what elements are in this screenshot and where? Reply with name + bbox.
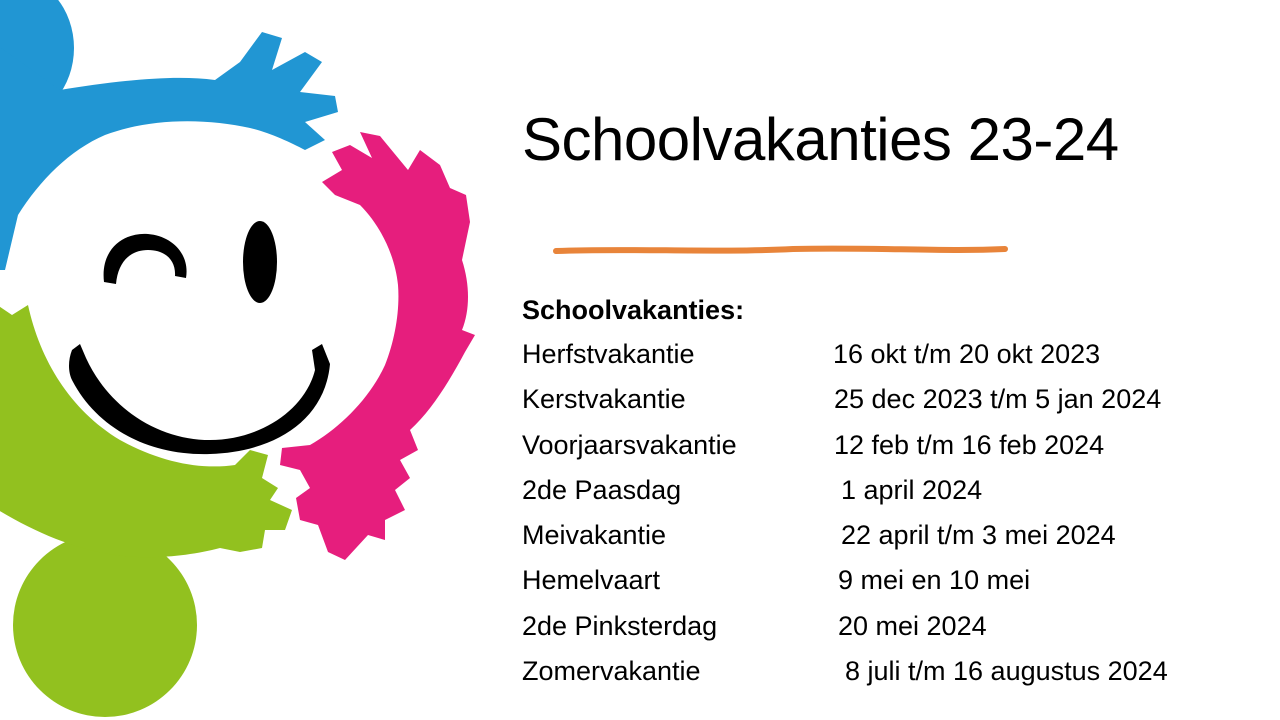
list-item <box>522 475 1262 520</box>
list-item <box>522 565 1262 610</box>
list-item <box>522 339 1262 384</box>
section-heading: Schoolvakanties: <box>522 295 745 325</box>
blue-figure-icon <box>0 0 338 270</box>
accent-divider <box>553 243 1008 257</box>
list-item <box>522 430 1262 475</box>
smiley-face-icon <box>69 221 330 454</box>
slide-title: Schoolvakanties 23-24 <box>522 106 1119 173</box>
vacation-name: 2de Paasdag <box>522 474 682 505</box>
vacation-dates: 25 dec 2023 t/m 5 jan 2024 <box>834 384 1162 415</box>
winking-smiley-logo-icon <box>0 0 500 720</box>
green-figure-icon <box>0 300 292 717</box>
vacation-name: Herfstvakantie <box>522 339 695 369</box>
vacation-list <box>522 339 1262 701</box>
vacation-dates: 1 april 2024 <box>841 474 983 505</box>
vacation-name: 2de Pinksterdag <box>522 610 718 641</box>
list-item <box>522 656 1262 701</box>
list-item <box>522 384 1262 429</box>
list-item <box>522 520 1262 565</box>
vacation-name: Zomervakantie <box>522 656 701 687</box>
vacation-dates: 22 april t/m 3 mei 2024 <box>841 520 1116 551</box>
vacation-name: Kerstvakantie <box>522 384 686 415</box>
vacation-dates: 12 feb t/m 16 feb 2024 <box>834 429 1105 460</box>
vacation-dates: 16 okt t/m 20 okt 2023 <box>833 339 1101 369</box>
vacation-name: Meivakantie <box>522 520 667 551</box>
pink-hands-icon <box>280 132 475 560</box>
vacation-dates: 8 juli t/m 16 augustus 2024 <box>845 656 1168 687</box>
vacation-dates: 20 mei 2024 <box>838 610 987 641</box>
vacation-name: Hemelvaart <box>522 565 661 596</box>
vacation-dates: 9 mei en 10 mei <box>838 565 1031 596</box>
vacation-name: Voorjaarsvakantie <box>522 429 737 460</box>
list-item <box>522 611 1262 656</box>
